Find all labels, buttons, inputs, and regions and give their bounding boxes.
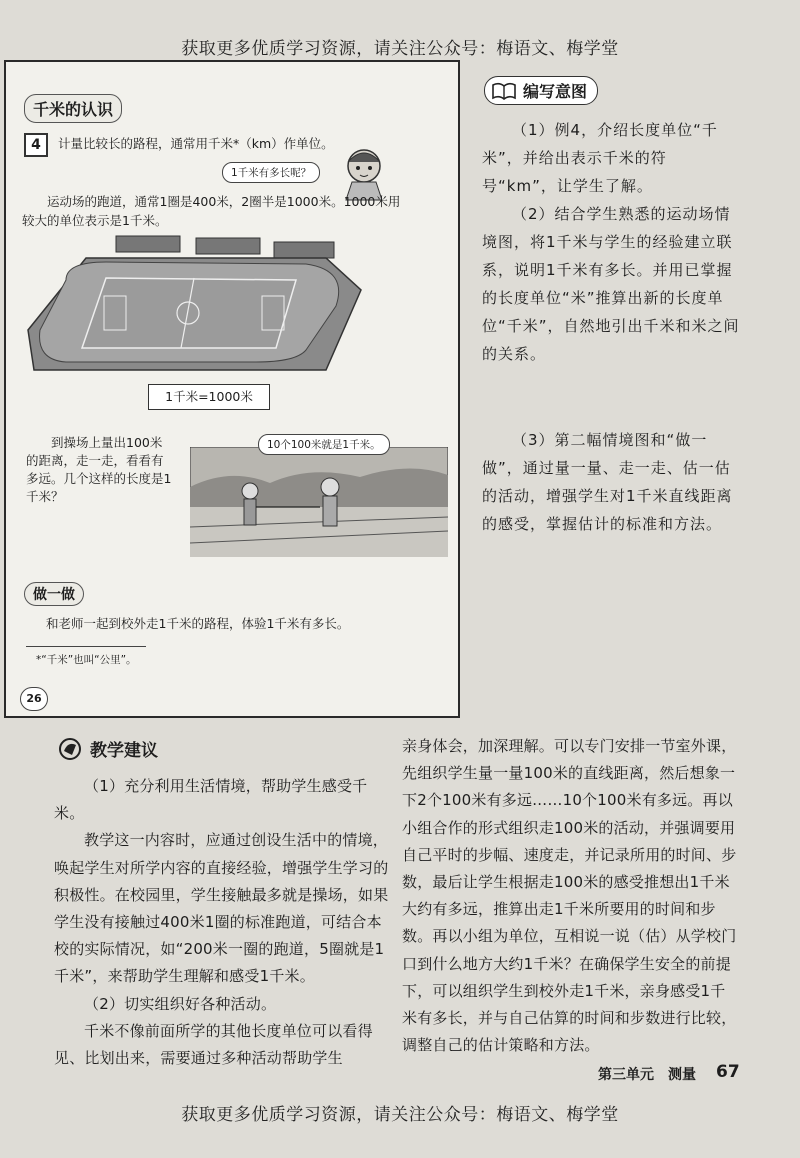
chapter-label: 第三单元 测量	[598, 1067, 696, 1083]
teaching-continuation: 亲身体会，加深理解。可以专门安排一节室外课，先组织学生量一量100米的直线距离，然后想象一下2个100米有多远……10个100米有多远。再以小组合作的形式组织走100米的活动，并强调要用自己平时的步幅、速度走，并记录所用的时间、步数，最后让学生根据走100米的感受推想出1千米大约有多远，推算出走1千米所要用的时间和步数。再以小组为单位，互相说一说（估）从学校门口到什么地方大约1千米？在确保学生安全的前提下，可以组织学生到校外走1千米，亲身感受1千米有多长，并与自己估算的时间和步数进行比较，调整自己的估计策略和方法。	[402, 737, 737, 1055]
walking-scene-illustration	[190, 447, 448, 557]
design-intent-title: 编写意图	[523, 82, 588, 101]
open-book-icon	[491, 81, 517, 101]
teaching-paragraph: 教学这一内容时，应通过创设生活中的情境，唤起学生对所学内容的直接经验，增强学生学习的积极性。在校园里，学生接触最多就是操场，如果学生没有接触过400米1圈的标准跑道，可结合本校的实际情况，如“200米一圈的跑道，5圈就是1千米”，来帮助学生理解和感受1千米。	[54, 831, 389, 986]
watermark-bottom: 获取更多优质学习资源，请关注公众号：梅语文、梅学堂	[181, 1105, 619, 1125]
section-title: 千米的认识	[24, 94, 122, 123]
design-intent-header	[484, 76, 598, 105]
measure-activity-text: 到操场上量出100米的距离，走一走，看看有多远。几个这样的长度是1千米？	[26, 435, 172, 504]
page-number: 67	[716, 1062, 740, 1082]
footnote: *“千米”也叫“公里”。	[36, 654, 137, 666]
track-paragraph: 运动场的跑道，通常1圈是400米，2圈半是1000米。1000米用较大的单位表示是1千米。	[22, 194, 401, 228]
km-equation: 1千米=1000米	[148, 384, 270, 410]
design-intent-paragraph: （3）第二幅情境图和“做一做”，通过量一量、走一走、估一估的活动，增强学生对1千米直线距离的感受，掌握估计的标准和方法。	[482, 431, 733, 533]
design-intent-paragraph: （1）例4，介绍长度单位“千米”，并给出表示千米的符号“km”，让学生了解。	[482, 121, 718, 195]
teaching-title: 教学建议	[90, 741, 158, 761]
teaching-paragraph: （1）充分利用生活情境，帮助学生感受千米。	[54, 777, 368, 823]
teaching-right-column	[402, 733, 738, 1059]
teaching-left-column	[54, 773, 390, 1072]
scene-bubble: 10个100米就是1千米。	[258, 434, 390, 455]
kid-question-bubble: 1千米有多长呢？	[222, 162, 320, 183]
teaching-paragraph: 千米不像前面所学的其他长度单位可以看得见、比划出来，需要通过多种活动帮助学生	[54, 1021, 373, 1068]
design-intent-paragraph: （2）结合学生熟悉的运动场情境图，将1千米与学生的经验建立联系，说明1千米有多长。并用已掌握的长度单位“米”推算出新的长度单位“千米”，自然地引出千米和米之间的关系。	[482, 205, 740, 363]
footnote-divider	[26, 646, 146, 647]
teaching-paragraph: （2）切实组织好各种活动。	[84, 994, 277, 1013]
activity-text: 和老师一起到校外走1千米的路程，体验1千米有多长。	[46, 616, 350, 631]
textbook-page	[4, 60, 460, 718]
teaching-icon	[58, 737, 84, 761]
sports-field-illustration	[26, 230, 366, 375]
activity-tag: 做一做	[24, 582, 84, 606]
example-number: 4	[24, 133, 48, 157]
example-text: 计量比较长的路程，通常用千米*（km）作单位。	[58, 136, 334, 151]
textbook-page-number: 26	[20, 687, 48, 711]
design-intent-body	[482, 116, 740, 368]
watermark-top: 获取更多优质学习资源，请关注公众号：梅语文、梅学堂	[181, 39, 619, 59]
teaching-header	[58, 736, 158, 761]
design-intent-body-2	[482, 426, 740, 538]
